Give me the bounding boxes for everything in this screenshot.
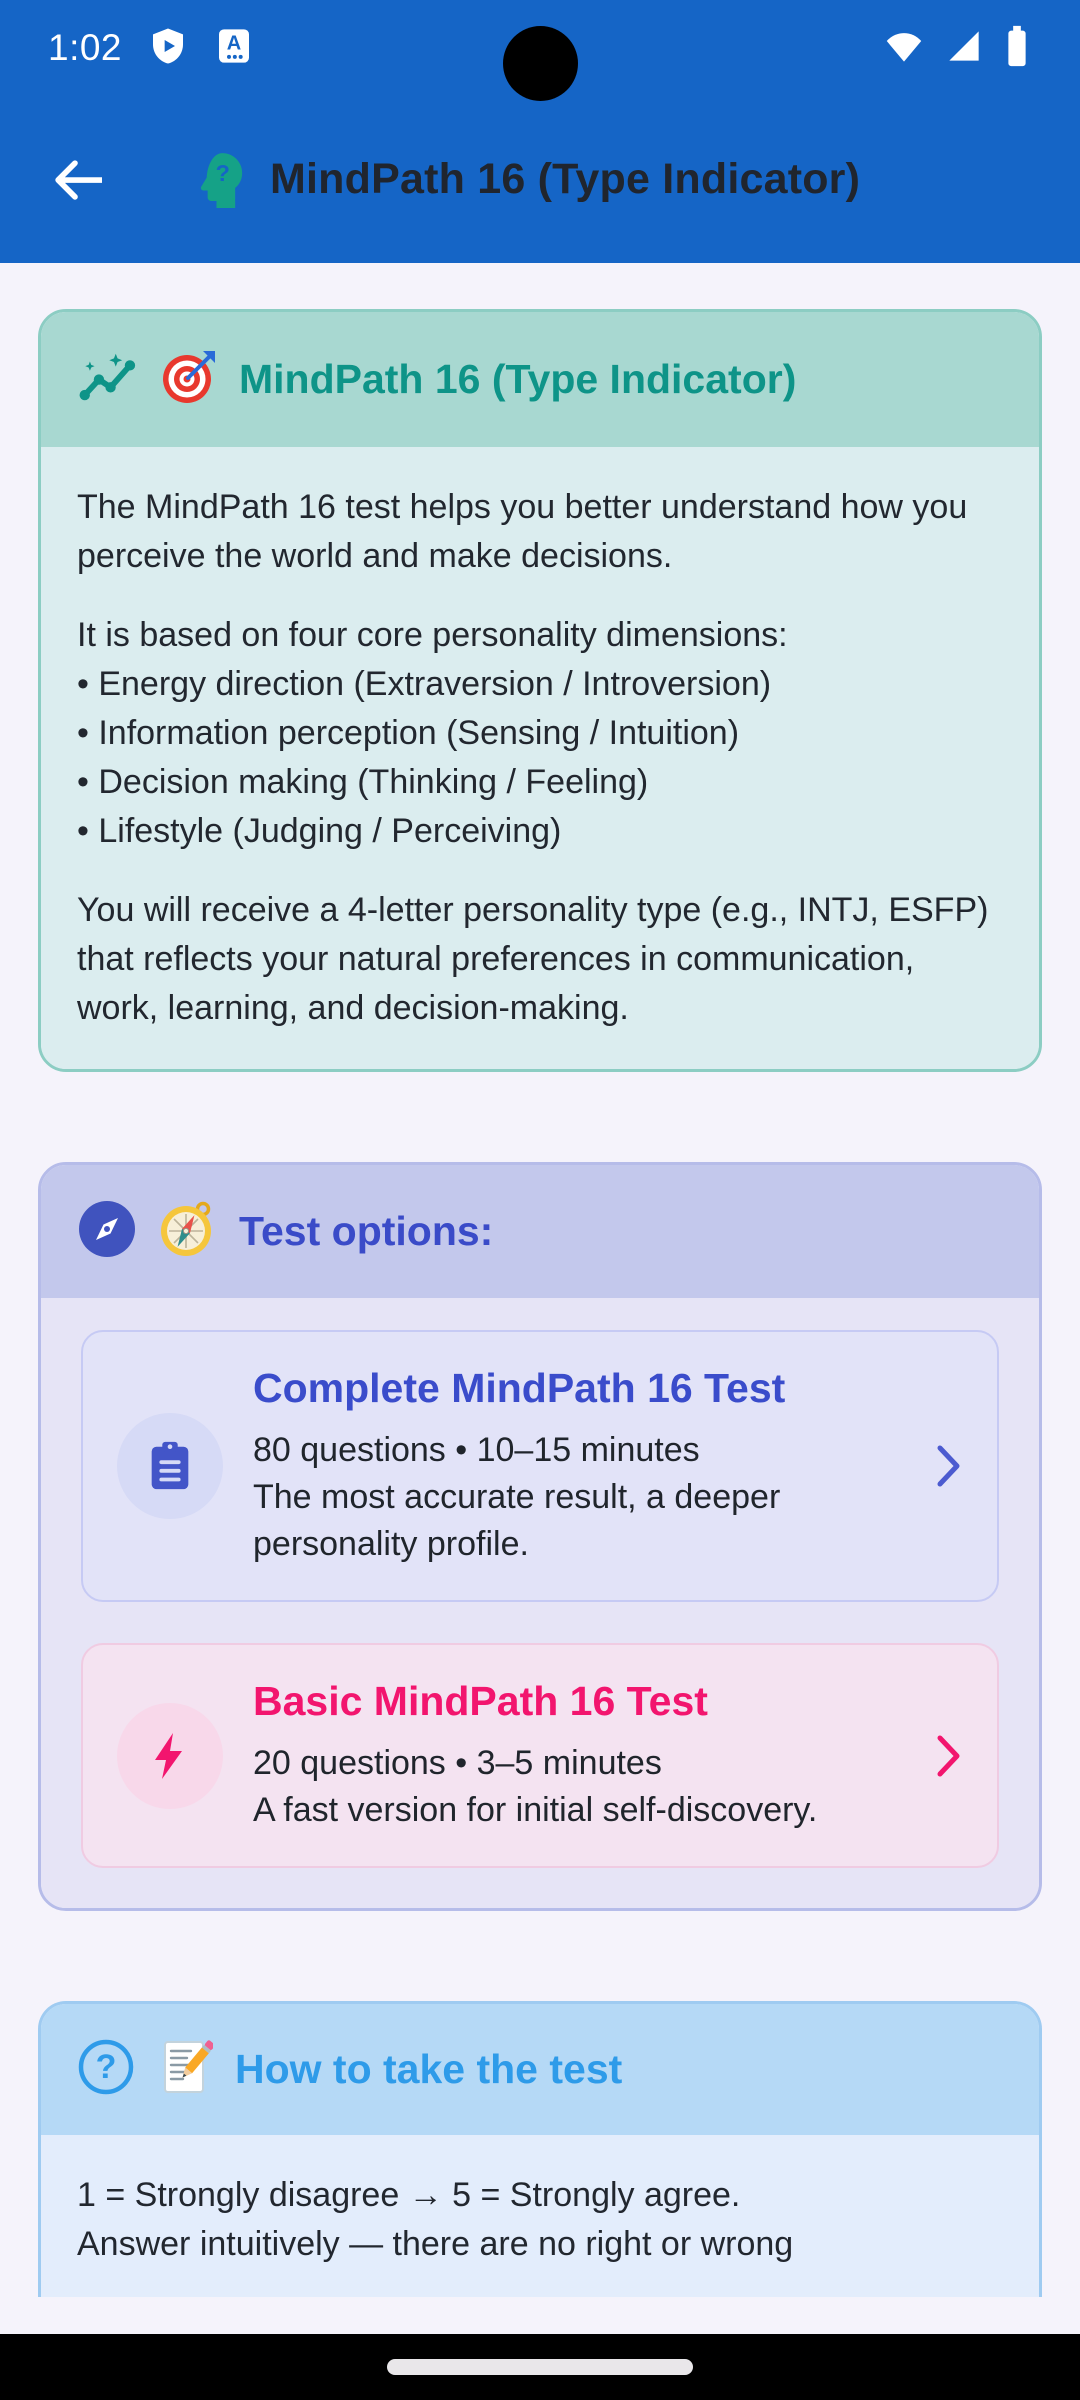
about-bullet-lifestyle: • Lifestyle (Judging / Perceiving) — [77, 812, 562, 850]
how-to-line-1: 1 = Strongly disagree → 5 = Strongly agree. — [77, 2176, 741, 2214]
test-options-card — [38, 1162, 1042, 1911]
status-bar — [0, 0, 1080, 96]
bolt-icon — [117, 1703, 223, 1809]
test-options-title: Test options: — [239, 1208, 494, 1254]
option-complete-test[interactable] — [81, 1330, 999, 1602]
about-paragraph-2 — [77, 611, 1003, 856]
app-bar-title: MindPath 16 (Type Indicator) — [270, 155, 861, 203]
how-to-line-2: Answer intuitively — there are no right or wrong — [77, 2225, 794, 2263]
battery-icon — [1002, 23, 1032, 74]
svg-text:?: ? — [95, 2048, 117, 2086]
how-to-title: How to take the test — [235, 2046, 623, 2092]
navigation-bar — [0, 2334, 1080, 2400]
svg-text:?: ? — [215, 159, 230, 186]
app-bar — [0, 96, 1080, 263]
option-complete-title: Complete MindPath 16 Test — [253, 1365, 786, 1411]
option-complete-description: The most accurate result, a deeper personality profile. — [253, 1478, 781, 1563]
chevron-right-icon — [933, 1730, 963, 1782]
help-icon — [77, 2038, 135, 2101]
how-to-body — [41, 2135, 1039, 2297]
home-indicator[interactable] — [387, 2359, 693, 2375]
about-paragraph-3: You will receive a 4-letter personality type (e.g., INTJ, ESFP) that reflects your natural preferences in communication, work, learning, and decision-making. — [77, 891, 989, 1027]
option-basic-description: A fast version for initial self-discovery. — [253, 1791, 818, 1829]
about-paragraph-1: The MindPath 16 test helps you better understand how you perceive the world and make decisions. — [77, 488, 968, 575]
option-basic-test[interactable] — [81, 1643, 999, 1868]
letter-a-icon — [214, 24, 254, 73]
option-basic-meta: 20 questions • 3–5 minutes — [253, 1744, 662, 1782]
about-card-title: MindPath 16 (Type Indicator) — [239, 356, 797, 402]
wifi-icon — [882, 24, 926, 73]
test-options-header — [41, 1165, 1039, 1298]
about-card-header — [41, 312, 1039, 447]
about-bullet-decision: • Decision making (Thinking / Feeling) — [77, 763, 649, 801]
psychology-head-icon — [192, 148, 248, 212]
about-card — [38, 309, 1042, 1072]
camera-cutout — [503, 26, 578, 101]
how-to-card — [38, 2001, 1042, 2297]
about-bullet-information: • Information perception (Sensing / Intuition) — [77, 714, 740, 752]
top-header — [0, 0, 1080, 263]
about-dimensions-intro: It is based on four core personality dimensions: — [77, 616, 788, 654]
back-button[interactable] — [46, 151, 104, 209]
memo-emoji-icon — [157, 2038, 213, 2101]
target-emoji-icon — [161, 349, 217, 410]
signal-icon — [942, 24, 986, 73]
test-options-body — [41, 1298, 1039, 1908]
chevron-right-icon — [933, 1440, 963, 1492]
option-complete-meta: 80 questions • 10–15 minutes — [253, 1431, 700, 1469]
option-basic-title: Basic MindPath 16 Test — [253, 1678, 708, 1724]
auto-graph-icon — [77, 346, 139, 413]
content-area — [0, 263, 1080, 2387]
play-protect-icon — [148, 24, 188, 73]
svg-text:A: A — [226, 31, 242, 54]
status-time: 1:02 — [48, 27, 123, 68]
explore-compass-icon — [77, 1199, 137, 1264]
about-card-body — [41, 447, 1039, 1069]
about-bullet-energy: • Energy direction (Extraversion / Introversion) — [77, 665, 772, 703]
how-to-header — [41, 2004, 1039, 2135]
compass-emoji-icon — [159, 1200, 217, 1263]
clipboard-icon — [117, 1413, 223, 1519]
